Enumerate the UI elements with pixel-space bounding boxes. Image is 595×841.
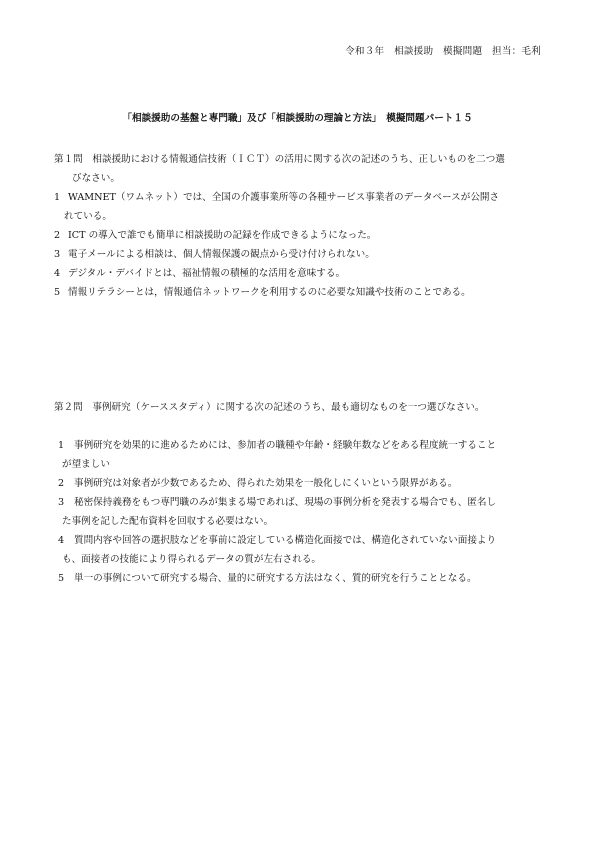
option-text-cont: が望ましい: [62, 459, 110, 470]
question-1-stem-line2: びなさい。: [72, 173, 120, 184]
option-number: 4: [58, 535, 65, 546]
option-text: WAMNET（ワムネット）では、全国の介護事業所等の各種サービス事業者のデータベースが公開さ: [68, 192, 500, 203]
question-1-option-1: [54, 188, 551, 226]
document-title: 「相談援助の基盤と専門職」及び「相談援助の理論と方法」 模擬問題パート１５: [122, 113, 473, 124]
option-number: 3: [58, 497, 65, 508]
question-1-option-2: [54, 226, 551, 245]
question-2-option-1: [54, 436, 551, 474]
question-2-stem-line1: 第２問 事例研究（ケーススタディ）に関する次の記述のうち、最も適切なものを一つ選びなさい。: [54, 402, 485, 413]
option-number: 1: [54, 192, 61, 203]
question-1: [54, 150, 551, 302]
option-text-cont: も、面接者の技能により得られるデータの質が左右される。: [62, 554, 322, 565]
option-text: 電子メールによる相談は、個人情報保護の観点から受け付けられない。: [68, 249, 375, 260]
page-header: 令和３年 相談援助 模擬問題 担当：毛利: [345, 46, 541, 57]
question-1-option-5: [54, 283, 551, 302]
question-1-option-3: [54, 245, 551, 264]
option-text: 単一の事例について研究する場合、量的に研究する方法はなく、質的研究を行うこととなる。: [74, 573, 477, 584]
question-2-option-4: [54, 531, 551, 569]
option-number: 3: [54, 249, 61, 260]
question-2-option-5: [54, 569, 551, 588]
option-text: デジタル・デバイドとは、福祉情報の積極的な活用を意味する。: [68, 268, 346, 279]
question-1-stem: [54, 150, 551, 188]
option-number: 2: [54, 230, 61, 241]
question-2-option-2: [54, 474, 551, 493]
option-number: 1: [58, 440, 65, 451]
option-text: 情報リテラシーとは，情報通信ネットワークを利用するのに必要な知識や技術のことである。: [68, 287, 471, 298]
option-number: 2: [58, 478, 65, 489]
option-number: 5: [58, 573, 65, 584]
question-1-options: [54, 188, 551, 302]
question-2: [54, 398, 551, 588]
option-text: 秘密保持義務をもつ専門職のみが集まる場であれば、現場の事例分析を発表する場合でも、匿名し: [74, 497, 497, 508]
option-text-cont: れている。: [64, 211, 112, 222]
question-1-stem-line1: 第１問 相談援助における情報通信技術（ＩＣＴ）の活用に関する次の記述のうち、正しいものを二つ選: [54, 154, 505, 165]
option-text: 事例研究を効果的に進めるためには、参加者の職種や年齢・経験年数などをある程度統一すること: [74, 440, 497, 451]
option-text: 質問内容や回答の選択肢などを事前に設定している構造化面接では、構造化されていない面接より: [74, 535, 497, 546]
question-2-stem: [54, 398, 551, 417]
question-1-option-4: [54, 264, 551, 283]
option-text-cont: た事例を記した配布資料を回収する必要はない。: [62, 516, 274, 527]
option-text: ICT の導入で誰でも簡単に相談援助の記録を作成できるようになった。: [68, 230, 377, 241]
question-2-option-3: [54, 493, 551, 531]
option-number: 4: [54, 268, 61, 279]
option-number: 5: [54, 287, 61, 298]
question-2-options: [54, 436, 551, 588]
option-text: 事例研究は対象者が少数であるため、得られた効果を一般化しにくいという限界がある。: [74, 478, 458, 489]
